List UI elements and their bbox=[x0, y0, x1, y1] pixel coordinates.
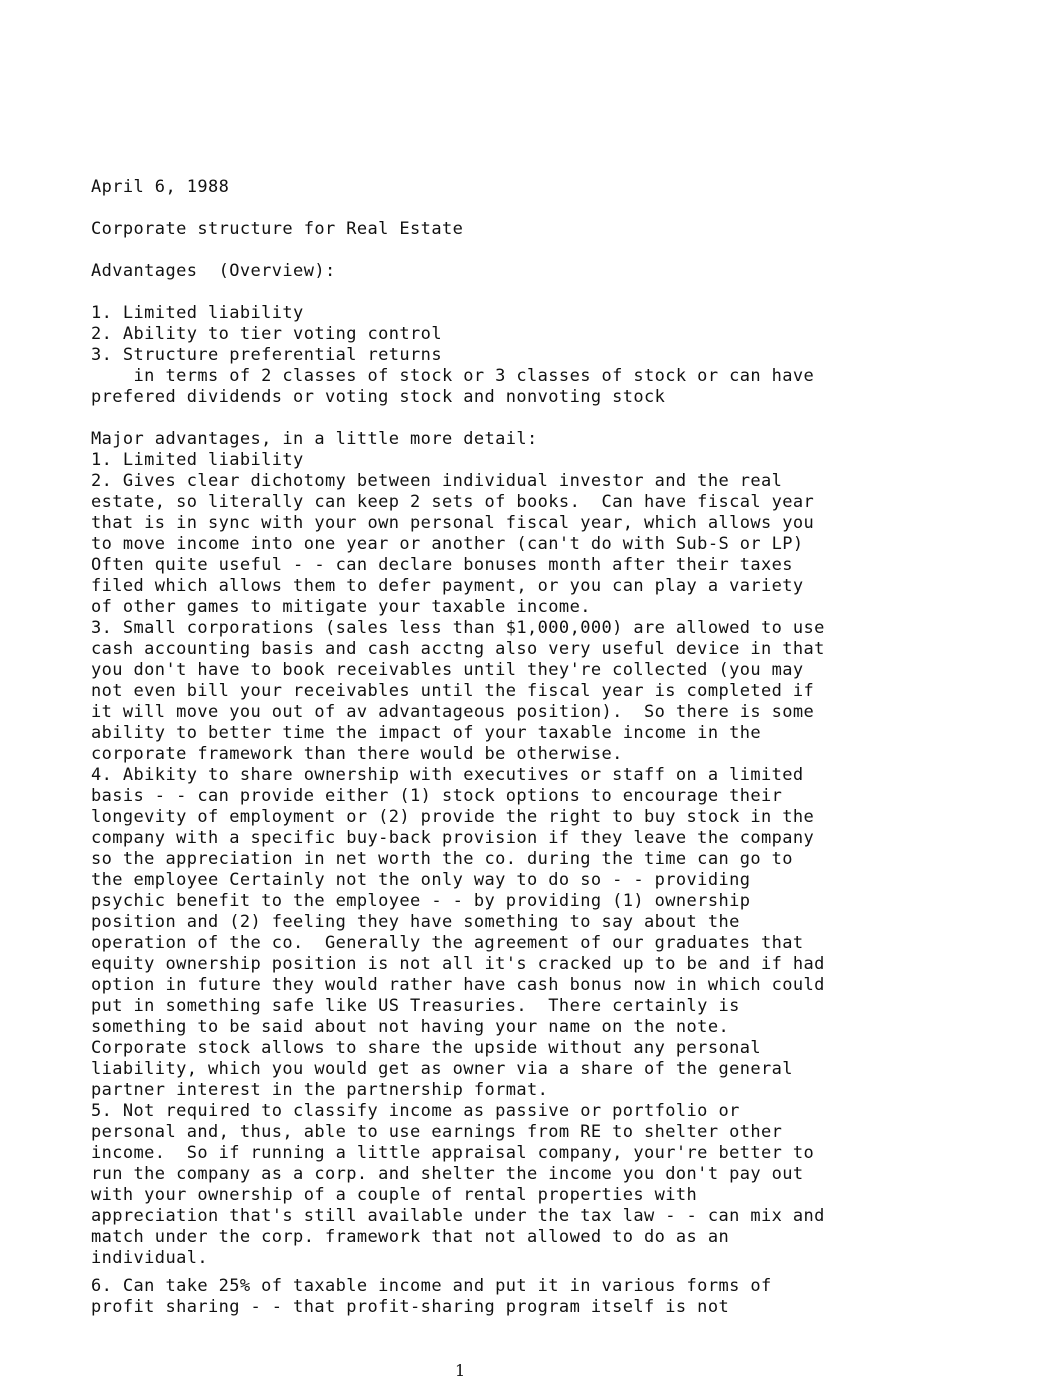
detail-line: you don't have to book receivables until they're collected (you may bbox=[91, 660, 804, 680]
overview-item: in terms of 2 classes of stock or 3 classes of stock or can have bbox=[91, 366, 815, 386]
detail-heading: Major advantages, in a little more detail: bbox=[91, 429, 538, 449]
detail-line: position and (2) feeling they have something to say about the bbox=[91, 912, 740, 932]
detail-line: 3. Small corporations (sales less than $1,000,000) are allowed to use bbox=[91, 618, 825, 638]
detail-line: appreciation that's still available under the tax law - - can mix and bbox=[91, 1206, 825, 1226]
detail-line: match under the corp. framework that not allowed to do as an bbox=[91, 1227, 730, 1247]
detail-line: 5. Not required to classify income as passive or portfolio or bbox=[91, 1101, 740, 1121]
detail-line: cash accounting basis and cash acctng also very useful device in that bbox=[91, 639, 825, 659]
detail-line: run the company as a corp. and shelter the income you don't pay out bbox=[91, 1164, 804, 1184]
detail-line: ability to better time the impact of your taxable income in the bbox=[91, 723, 761, 743]
detail-line: 1. Limited liability bbox=[91, 450, 304, 470]
detail-line: estate, so literally can keep 2 sets of books. Can have fiscal year bbox=[91, 492, 815, 512]
detail-line: psychic benefit to the employee - - by providing (1) ownership bbox=[91, 891, 751, 911]
detail-line: income. So if running a little appraisal company, your're better to bbox=[91, 1143, 815, 1163]
detail-line: Corporate stock allows to share the upside without any personal bbox=[91, 1038, 761, 1058]
detail-line: operation of the co. Generally the agreement of our graduates that bbox=[91, 933, 804, 953]
detail-line: filed which allows them to defer payment, or you can play a variety bbox=[91, 576, 804, 596]
detail-line: corporate framework than there would be otherwise. bbox=[91, 744, 623, 764]
detail-line: company with a specific buy-back provision if they leave the company bbox=[91, 828, 815, 848]
detail-line: put in something safe like US Treasuries. There certainly is bbox=[91, 996, 740, 1016]
detail-line: with your ownership of a couple of rental properties with bbox=[91, 1185, 698, 1205]
detail-line: that is in sync with your own personal fiscal year, which allows you bbox=[91, 513, 815, 533]
detail-line: 4. Abikity to share ownership with executives or staff on a limited bbox=[91, 765, 804, 785]
page-number: 1 bbox=[455, 1361, 466, 1380]
detail-line: profit sharing - - that profit-sharing program itself is not bbox=[91, 1297, 730, 1317]
detail-line: equity ownership position is not all it's cracked up to be and if had bbox=[91, 954, 825, 974]
detail-line: option in future they would rather have cash bonus now in which could bbox=[91, 975, 825, 995]
detail-line: longevity of employment or (2) provide the right to buy stock in the bbox=[91, 807, 815, 827]
overview-item: 1. Limited liability bbox=[91, 303, 304, 323]
detail-line: to move income into one year or another (can't do with Sub-S or LP) bbox=[91, 534, 804, 554]
detail-line: the employee Certainly not the only way to do so - - providing bbox=[91, 870, 751, 890]
document-date: April 6, 1988 bbox=[91, 177, 230, 197]
detail-line: not even bill your receivables until the fiscal year is completed if bbox=[91, 681, 815, 701]
detail-line: something to be said about not having your name on the note. bbox=[91, 1017, 730, 1037]
detail-line: individual. bbox=[91, 1248, 208, 1268]
detail-line: of other games to mitigate your taxable income. bbox=[91, 597, 591, 617]
overview-item: 2. Ability to tier voting control bbox=[91, 324, 442, 344]
detail-line: partner interest in the partnership format. bbox=[91, 1080, 549, 1100]
detail-line: 2. Gives clear dichotomy between individual investor and the real bbox=[91, 471, 783, 491]
detail-line: so the appreciation in net worth the co. during the time can go to bbox=[91, 849, 793, 869]
detail-line: Often quite useful - - can declare bonuses month after their taxes bbox=[91, 555, 793, 575]
document-title: Corporate structure for Real Estate bbox=[91, 219, 464, 239]
overview-item: 3. Structure preferential returns bbox=[91, 345, 442, 365]
detail-line: liability, which you would get as owner via a share of the general bbox=[91, 1059, 793, 1079]
detail-line: 6. Can take 25% of taxable income and put it in various forms of bbox=[91, 1276, 772, 1296]
section-heading: Advantages (Overview): bbox=[91, 261, 336, 281]
detail-line: basis - - can provide either (1) stock options to encourage their bbox=[91, 786, 783, 806]
overview-item: prefered dividends or voting stock and nonvoting stock bbox=[91, 387, 666, 407]
detail-line: personal and, thus, able to use earnings from RE to shelter other bbox=[91, 1122, 783, 1142]
detail-line: it will move you out of av advantageous position). So there is some bbox=[91, 702, 815, 722]
